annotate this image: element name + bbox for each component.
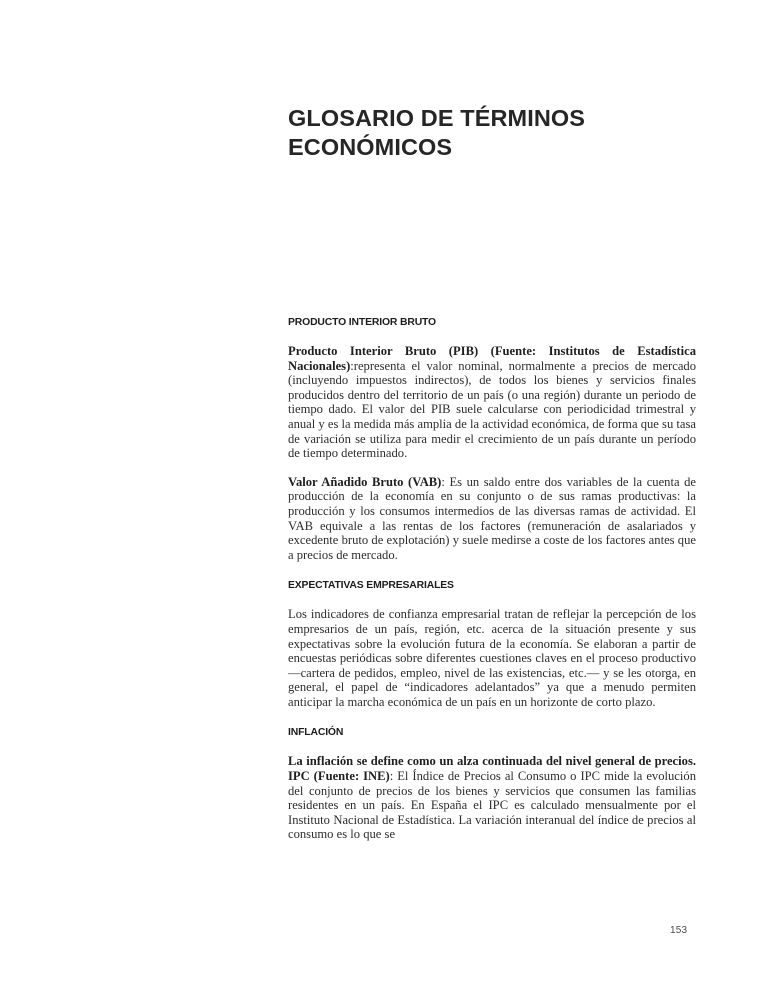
section-expectativas-empresariales — [288, 579, 696, 709]
section-heading: EXPECTATIVAS EMPRESARIALES — [288, 580, 454, 592]
page-title-line-1: GLOSARIO DE TÉRMINOS — [288, 105, 586, 131]
paragraph — [288, 344, 696, 461]
page-title-block — [288, 104, 708, 162]
page-title-line-2: ECONÓMICOS — [288, 134, 453, 160]
paragraph-lead-term: Producto Interior Bruto (PIB) (Fuente: Institutos de Estadística Nacionales) — [288, 344, 696, 373]
paragraph-body: Los indicadores de confianza empresarial tratan de reflejar la percepción de los empresarios de un país, región, etc. acerca de la situación presente y sus expectativas sobre la evolución futura de la economía. Se elaboran a partir de encuestas periódicas sobre diferentes cuestiones claves en el proceso productivo —cartera de pedidos, empleo, nivel de las existencias, etc.— y se les otorga, en general, el papel de “indicadores adelantados” ya que a menudo permiten anticipar la marcha económica de un país en un horizonte de corto plazo. — [288, 607, 696, 709]
document-content — [288, 316, 696, 842]
paragraph — [288, 607, 696, 709]
section-producto-interior-bruto — [288, 316, 696, 562]
page-title — [288, 104, 708, 162]
paragraph — [288, 475, 696, 563]
section-inflacion — [288, 726, 696, 842]
paragraph-body: : El Índice de Precios al Consumo o IPC mide la evolución del conjunto de precios de los bienes y servicios que consumen las familias residentes en un país. En España el IPC es calculado mensualmente por el Instituto Nacional de Estadística. La variación interanual del índice de precios al consumo es lo que se — [288, 769, 696, 842]
paragraph-body: :representa el valor nominal, normalmente a precios de mercado (incluyendo impuestos indirectos), de todos los bienes y servicios finales producidos dentro del territorio de un país (o una región) durante un periodo de tiempo dado. El valor del PIB suele calcularse con periodicidad trimestral y anual y es la medida más amplia de la actividad económica, de forma que su tasa de variación se utiliza para medir el crecimiento de un país durante un período de tiempo determinado. — [288, 358, 696, 461]
paragraph — [288, 754, 696, 842]
paragraph-body: : Es un saldo entre dos variables de la cuenta de producción de la economía en su conjunto o de sus ramas productivas: la producción y los consumos intermedios de las diversas ramas de actividad. El VAB equivale a las rentas de los factores (remuneración de asalariados y excedente bruto de explotación) y suele medirse a coste de los factores antes que a precios de mercado. — [288, 474, 696, 562]
section-heading: PRODUCTO INTERIOR BRUTO — [288, 317, 436, 328]
section-heading: INFLACIÓN — [288, 727, 344, 739]
paragraph-lead-term: La inflación se define como un alza continuada del nivel general de precios. IPC (Fuente: INE) — [288, 754, 696, 784]
paragraph-lead-term: Valor Añadido Bruto (VAB) — [288, 474, 442, 489]
page-number: 153 — [670, 925, 688, 936]
